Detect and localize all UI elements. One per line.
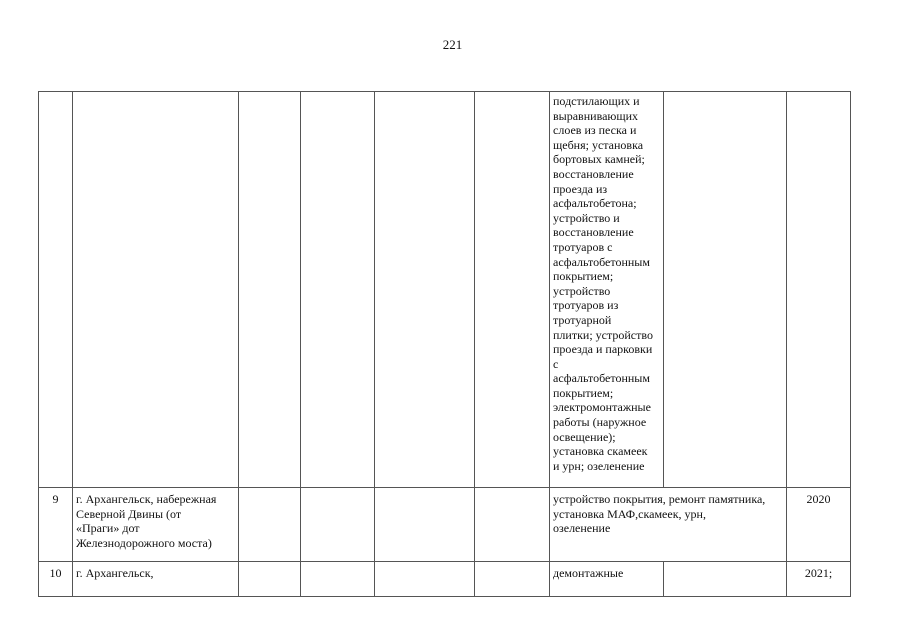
year-cell: 2021;: [787, 562, 851, 597]
page-number: 221: [442, 37, 463, 52]
address-cell: г. Архангельск, набережная Северной Двины (от «Праги» дот Железнодорожного моста): [73, 488, 239, 562]
empty-cell: [375, 488, 475, 562]
works-cell: подстилающих и выравнивающих слоев из песка и щебня; установка бортовых камней; восстановление проезда из асфальтобетона; устройство и восстановление тротуаров с асфальтобетонным покрытием; устройство тротуаров из тротуарной плитки; устройство проезда и парковки с асфальтобетонным покрытием; электромонтажные работы (наружное освещение); установка скамеек и урн; озеленение: [550, 92, 664, 488]
empty-cell: [301, 92, 375, 488]
data-table: [38, 91, 851, 597]
empty-cell: [475, 92, 550, 488]
row-number-cell: [39, 92, 73, 488]
empty-cell: [239, 92, 301, 488]
empty-cell: [301, 488, 375, 562]
table-row: [39, 92, 851, 488]
empty-cell: [375, 562, 475, 597]
address-cell: г. Архангельск,: [73, 562, 239, 597]
row-number-cell: 9: [39, 488, 73, 562]
works-cell: устройство покрытия, ремонт памятника, установка МАФ,скамеек, урн, озеленение: [550, 488, 787, 562]
empty-cell: [664, 562, 787, 597]
empty-cell: [239, 562, 301, 597]
row-number-cell: 10: [39, 562, 73, 597]
empty-cell: [475, 562, 550, 597]
empty-cell: [239, 488, 301, 562]
table-row: [39, 488, 851, 562]
year-cell: [787, 92, 851, 488]
table-row: [39, 562, 851, 597]
empty-cell: [301, 562, 375, 597]
empty-cell: [375, 92, 475, 488]
address-cell: [73, 92, 239, 488]
works-cell: демонтажные: [550, 562, 664, 597]
empty-cell: [664, 92, 787, 488]
year-cell: 2020: [787, 488, 851, 562]
empty-cell: [475, 488, 550, 562]
